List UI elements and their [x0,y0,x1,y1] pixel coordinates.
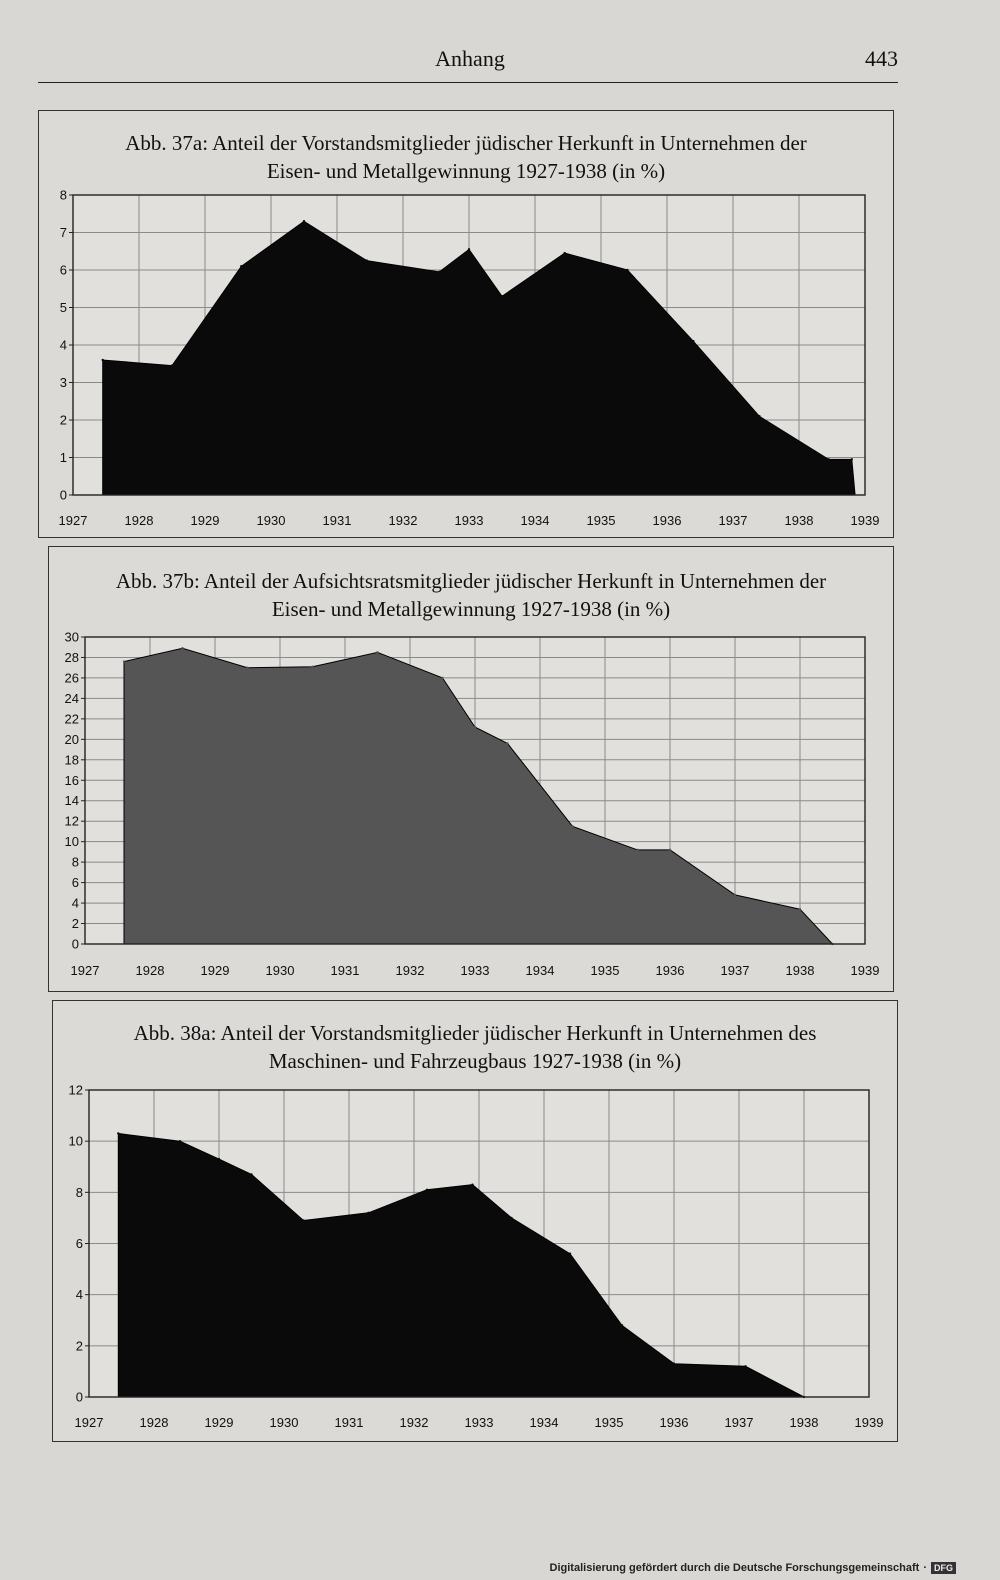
figure-37a [38,110,894,538]
data-point [218,1158,220,1160]
x-tick-label: 1933 [454,513,484,528]
x-tick-label: 1933 [464,1415,494,1430]
x-tick-label: 1936 [655,963,685,978]
figure-title-line-1: Abb. 37b: Anteil der Aufsichtsratsmitglieder jüdischer Herkunft in Unternehmen der [115,569,827,593]
x-tick-label: 1935 [590,963,620,978]
x-tick-label: 1937 [720,963,750,978]
y-tick-label: 6 [75,1236,83,1251]
data-point [181,647,183,649]
data-point [246,667,248,669]
y-tick-label: 7 [59,225,67,240]
y-tick-label: 2 [71,916,79,932]
dfg-logo: DFG [931,1562,956,1574]
data-point [250,1173,252,1175]
data-point [744,1365,746,1367]
x-tick-label: 1930 [265,963,295,978]
x-tick-label: 1939 [854,1415,884,1430]
data-point [123,660,125,662]
data-point [438,271,440,273]
y-tick-label: 10 [68,1133,83,1149]
x-tick-label: 1929 [190,513,220,528]
x-tick-label: 1935 [586,513,616,528]
x-tick-label: 1932 [399,1415,429,1430]
data-point [441,677,443,679]
x-tick-label: 1936 [652,513,682,528]
data-point [426,1189,428,1191]
y-tick-label: 0 [75,1389,83,1405]
data-point [799,908,801,910]
x-tick-label: 1933 [460,963,490,978]
x-tick-label: 1930 [269,1415,299,1430]
y-tick-label: 28 [64,649,79,665]
x-tick-label: 1929 [200,963,230,978]
y-tick-label: 0 [71,936,79,952]
data-point [626,269,628,271]
data-point [564,252,566,254]
y-tick-label: 8 [75,1184,83,1200]
x-tick-label: 1938 [785,963,815,978]
page-footer: Digitalisierung gefördert durch die Deutsche Forschungsgemeinschaft · DFG [550,1562,956,1574]
y-tick-label: 8 [59,187,67,203]
data-point [240,265,242,267]
y-tick-label: 30 [64,629,79,645]
data-point [501,295,503,297]
x-tick-label: 1934 [525,963,555,978]
x-tick-label: 1939 [850,963,880,978]
figure-title-line-2: Eisen- und Metallgewinnung 1927-1938 (in %) [271,597,671,621]
x-tick-label: 1937 [724,1415,754,1430]
y-tick-label: 4 [59,337,67,353]
x-tick-label: 1930 [256,513,286,528]
data-point [734,894,736,896]
data-point [303,220,305,222]
data-point [758,415,760,417]
y-tick-label: 5 [59,300,67,315]
data-point [571,825,573,827]
data-point [302,1219,304,1221]
y-tick-label: 12 [68,1082,83,1098]
chart-38a [53,1001,899,1443]
x-tick-label: 1928 [139,1415,169,1430]
y-tick-label: 26 [64,670,79,686]
x-tick-label: 1935 [594,1415,624,1430]
x-tick-label: 1928 [135,963,165,978]
y-tick-label: 14 [64,793,79,809]
x-tick-label: 1927 [74,1415,104,1430]
data-point [367,1212,369,1214]
data-point [311,665,313,667]
x-tick-label: 1929 [204,1415,234,1430]
data-point [569,1253,571,1255]
y-tick-label: 1 [59,450,67,465]
x-tick-label: 1931 [322,513,352,528]
data-point [366,259,368,261]
x-tick-label: 1931 [330,963,360,978]
x-tick-label: 1939 [850,513,880,528]
chart-37b [49,547,895,993]
y-tick-label: 2 [59,412,67,428]
data-point [673,1363,675,1365]
x-tick-label: 1938 [784,513,814,528]
data-point [102,359,104,361]
y-tick-label: 16 [64,772,79,788]
y-tick-label: 12 [64,813,79,829]
y-tick-label: 6 [71,875,79,891]
figure-title-line-2: Maschinen- und Fahrzeugbaus 1927-1938 (in %) [268,1049,682,1073]
figure-title-line-1: Abb. 37a: Anteil der Vorstandsmitglieder jüdischer Herkunft in Unternehmen der [125,131,807,155]
page-header-title: Anhang [435,46,505,71]
page-number: 443 [865,46,898,71]
x-tick-label: 1927 [70,963,100,978]
y-tick-label: 2 [75,1338,83,1354]
x-tick-label: 1928 [124,513,154,528]
data-point [621,1324,623,1326]
data-point [669,849,671,851]
y-tick-label: 0 [59,487,67,503]
chart-37a [39,111,895,539]
x-tick-label: 1934 [520,513,550,528]
y-tick-label: 4 [75,1287,83,1303]
data-point [471,1183,473,1185]
data-point [376,651,378,653]
x-tick-label: 1927 [58,513,88,528]
x-tick-label: 1938 [789,1415,819,1430]
x-tick-label: 1934 [529,1415,559,1430]
y-tick-label: 8 [71,854,79,870]
data-point [851,458,853,460]
y-tick-label: 10 [64,834,79,850]
data-point [636,849,638,851]
footer-text: Digitalisierung gefördert durch die Deutsche Forschungsgemeinschaft [549,1562,920,1574]
x-tick-label: 1936 [659,1415,689,1430]
y-tick-label: 20 [64,731,79,747]
figure-37b [48,546,894,992]
figure-title-line-2: Eisen- und Metallgewinnung 1927-1938 (in %) [266,159,666,183]
data-point [474,726,476,728]
x-tick-label: 1932 [388,513,418,528]
y-tick-label: 24 [64,690,79,706]
y-tick-label: 22 [64,711,79,727]
data-point [468,248,470,250]
data-point [506,742,508,744]
x-tick-label: 1932 [395,963,425,978]
data-point [692,340,694,342]
data-point [828,458,830,460]
figure-38a [52,1000,898,1442]
x-tick-label: 1937 [718,513,748,528]
y-tick-label: 3 [59,375,67,390]
data-point [171,364,173,366]
figure-title-line-1: Abb. 38a: Anteil der Vorstandsmitglieder jüdischer Herkunft in Unternehmen des [133,1021,817,1045]
header-rule [38,82,898,83]
x-tick-label: 1931 [334,1415,364,1430]
data-point [510,1217,512,1219]
y-tick-label: 6 [59,262,67,278]
data-point [179,1140,181,1142]
y-tick-label: 18 [64,752,79,768]
data-point [117,1132,119,1134]
y-tick-label: 4 [71,895,79,911]
